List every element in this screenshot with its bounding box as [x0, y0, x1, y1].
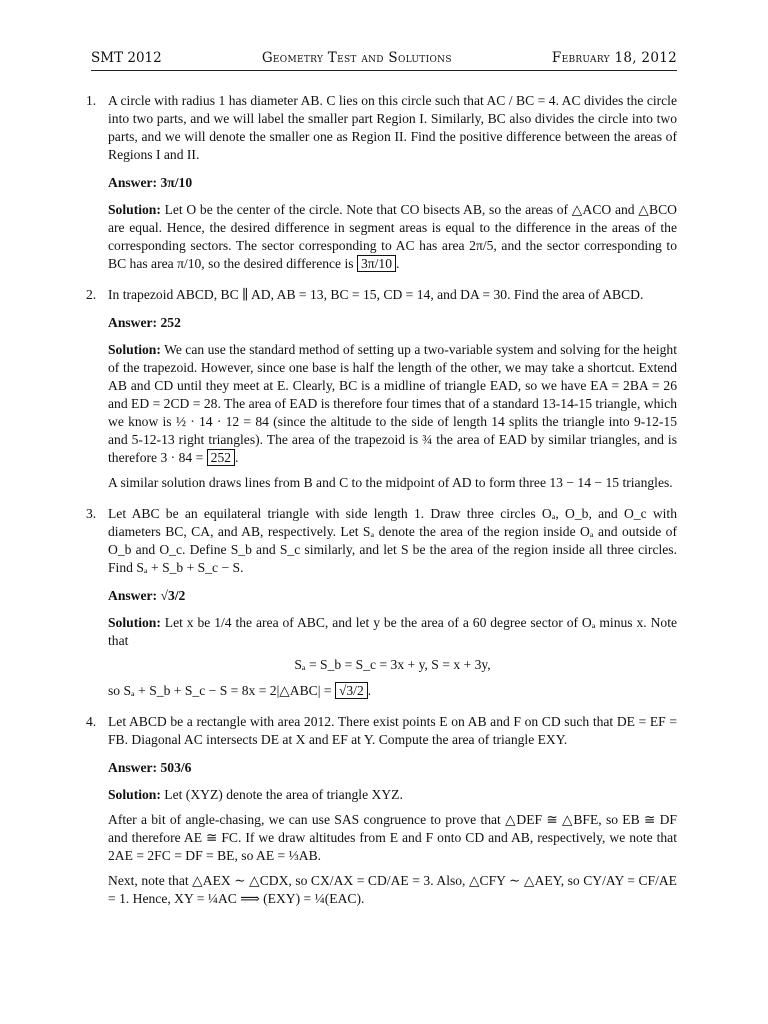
- problem-statement: A circle with radius 1 has diameter AB. C lies on this circle such that AC / BC = 4. AC divides the circle into two parts, and we will label the smaller part Region I. Similarly, BC also divides the circle into two parts, and we will denote the smaller one as Region II. Find the positive difference between the areas of Regions I and II.: [108, 93, 677, 162]
- answer-value: 3π/10: [160, 175, 193, 190]
- problem-number: 1.: [86, 93, 97, 108]
- problem-number: 2.: [86, 287, 97, 302]
- display-equation: Sₐ = S_b = S_c = 3x + y, S = x + 3y,: [294, 657, 491, 672]
- answer-value: 252: [160, 315, 181, 330]
- problem-number: 3.: [86, 506, 97, 521]
- solution: Solution: We can use the standard method of setting up a two-variable system and solving for the height of the trapezoid. However, since one base is half the length of the other, we may take a shortcut. Extend AB and CD until they meet at E. Clearly, BC is a midline of triangle EAD, so we have EA = 2BA = 26 and ED = 2CD = 28. The area of EAD is therefore four times that of a standard 13-14-15 triangle, which we know is ½ · 14 · 12 = 84 (since the altitude to the side of length 14 splits the triangle into 9-12-15 and 5-12-13 right triangles). The area of the trapezoid is ¾ the area of EAD by similar triangles, and is therefore 3 · 84 = 252 .: [108, 342, 677, 465]
- header-event: SMT 2012: [91, 50, 162, 66]
- solution-label: Solution:: [108, 342, 161, 357]
- alternate-solution: A similar solution draws lines from B and C to the midpoint of AD to form three 13 − 14 − 15 triangles.: [108, 475, 673, 490]
- problem-list: [86, 92, 677, 921]
- solution-text: Let O be the center of the circle. Note that CO bisects AB, so the areas of △ACO and △BCO are equal. Hence, the desired difference in segment areas is equal to the difference in the areas of the corresponding sectors. The sector corresponding to AC has area 2π/5, and the sector corresponding to BC has area π/10, so the desired difference is: [108, 202, 677, 271]
- solution-conclusion: so Sₐ + S_b + S_c − S = 8x = 2|△ABC| = √3/2 .: [108, 683, 372, 698]
- solution-text: Let x be 1/4 the area of ABC, and let y be the area of a 60 degree sector of Oₐ minus x. Note that: [108, 615, 677, 648]
- header-title: Geometry Test and Solutions: [261, 50, 452, 66]
- answer-label: Answer:: [108, 315, 158, 330]
- boxed-answer: √3/2: [335, 682, 368, 699]
- answer-label: Answer:: [108, 175, 158, 190]
- solution: [108, 786, 677, 804]
- problem-number: 4.: [86, 714, 97, 729]
- problem-statement: In trapezoid ABCD, BC ∥ AD, AB = 13, BC = 15, CD = 14, and DA = 30. Find the area of ABCD.: [108, 287, 644, 302]
- answer-label: Answer:: [108, 760, 158, 775]
- solution-text: We can use the standard method of setting up a two-variable system and solving for the height of the trapezoid. However, since one base is half the length of the other, we may take a shortcut. Extend AB and CD until they meet at E. Clearly, BC is a midline of triangle EAD, so we have EA = 2BA = 26 and ED = 2CD = 28. The area of EAD is therefore four times that of a standard 13-14-15 triangle, which we know is ½ · 14 · 12 = 84 (since the altitude to the side of length 14 splits the triangle into 9-12-15 and 5-12-13 right triangles). The area of the trapezoid is ¾ the area of EAD by similar triangles, and is therefore 3 · 84 =: [108, 342, 677, 465]
- answer-line: [108, 314, 677, 332]
- answer-line: [108, 174, 677, 192]
- boxed-answer: 3π/10: [357, 255, 396, 272]
- solution-label: Solution:: [108, 202, 161, 217]
- problem-statement: Let ABC be an equilateral triangle with side length 1. Draw three circles Oₐ, O_b, and O_c with diameters BC, CA, and AB, respectively. Let Sₐ denote the area of the region inside Oₐ and outside of O_b and O_c. Define S_b and S_c similarly, and let S be the area of the region inside all three circles. Find Sₐ + S_b + S_c − S.: [108, 506, 677, 575]
- page-header: [91, 44, 677, 71]
- solution-text: Let (XYZ) denote the area of triangle XYZ.: [164, 787, 403, 802]
- header-date: February 18, 2012: [551, 50, 677, 66]
- problem-2: [86, 286, 677, 492]
- answer-label: Answer:: [108, 588, 158, 603]
- solution-label: Solution:: [108, 615, 161, 630]
- problem-4: [86, 713, 677, 908]
- problem-1: [86, 92, 677, 273]
- answer-line: [108, 759, 677, 777]
- solution-paragraph-2: After a bit of angle-chasing, we can use SAS congruence to prove that △DEF ≅ △BFE, so EB ≅ DF and therefore AE ≅ FC. If we draw altitudes from E and F onto CD and AB, respectively, we note that 2AE = 2FC = DF = BE, so AE = ⅓AB.: [108, 812, 677, 863]
- answer-value: √3/2: [160, 588, 186, 603]
- answer-line: [108, 587, 677, 605]
- solution: Solution: Let O be the center of the circle. Note that CO bisects AB, so the areas of △ACO and △BCO are equal. Hence, the desired difference in segment areas is equal to the difference in the areas of the corresponding sectors. The sector corresponding to AC has area 2π/5, and the sector corresponding to BC has area π/10, so the desired difference is 3π/10 .: [108, 202, 677, 271]
- answer-value: 503/6: [160, 760, 192, 775]
- solution-paragraph-3: Next, note that △AEX ∼ △CDX, so CX/AX = CD/AE = 3. Also, △CFY ∼ △AEY, so CY/AY = CF/AE = 1. Hence, XY = ¼AC ⟹ (EXY) = ¼(EAC).: [108, 873, 677, 906]
- boxed-answer: 252: [207, 449, 235, 466]
- solution: [108, 614, 677, 650]
- problem-statement: Let ABCD be a rectangle with area 2012. There exist points E on AB and F on CD such that DE = EF = FB. Diagonal AC intersects DE at X and EF at Y. Compute the area of triangle EXY.: [108, 714, 677, 747]
- conclusion-text: so Sₐ + S_b + S_c − S = 8x = 2|△ABC| =: [108, 683, 332, 698]
- problem-3: [86, 505, 677, 700]
- solution-label: Solution:: [108, 787, 161, 802]
